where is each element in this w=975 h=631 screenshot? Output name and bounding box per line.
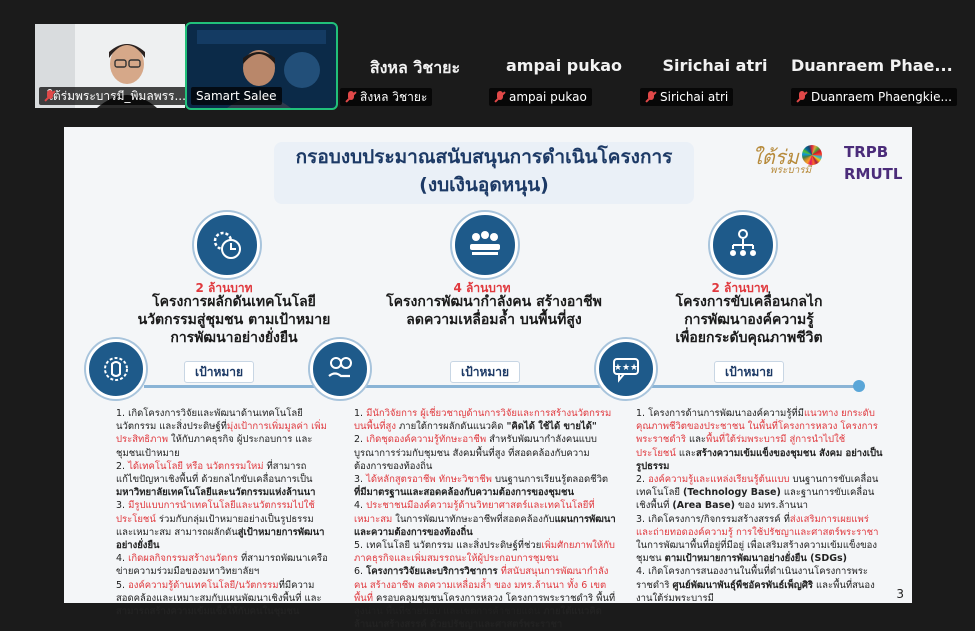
goal-item-text: 2. — [636, 474, 649, 486]
goal-item-text: มีรูปแบบการนำเทคโนโลยีและนวัตกรรมไปใช้ประโยชน์ — [116, 500, 315, 525]
video-tile-self[interactable] — [35, 24, 185, 108]
goal-item-text: องค์ความรู้ด้านเทคโนโลยี/นวัตกรรม — [128, 579, 279, 591]
goal-item-text: 4. — [116, 553, 129, 565]
goal-item-text: ที่มีมาตรฐานและสอดคล้องกับความต้องการของชุมชน — [354, 487, 574, 499]
logo-script: ใต้ร่ม — [752, 145, 799, 169]
goal-item-text: ศูนย์พัฒนาพันธุ์พืชอัครพันธ์เพ็ญศิริ — [672, 579, 813, 591]
participant-name: ampai pukao — [509, 90, 587, 104]
logo-trpb: TRPB — [844, 143, 889, 161]
participant-tile[interactable] — [489, 24, 639, 108]
video-tile-active-speaker[interactable] — [187, 24, 336, 108]
goal-item — [116, 460, 328, 500]
goal-item-text: ส่งเสริมการเผยแพร่และถ่ายทอดองค์ความรู้ การใช้ปรัชญาและศาสตร์พระราชา — [636, 513, 879, 538]
goal-item-text: สร้างความเข้มแข็งของชุมชน สังคม อย่างเป็นรูปธรรม — [636, 447, 883, 472]
project-title: โครงการขับเคลื่อนกลไก การพัฒนาองค์ความรู้ เพื่อยกระดับคุณภาพชีวิต — [675, 294, 823, 346]
goal-item-text: ที่สามารถพัฒนาเครือข่ายความร่วมมือของมหาวิทยาลัยฯ — [116, 553, 328, 578]
participant-display-name: ampai pukao — [505, 56, 623, 75]
goal-item-text: 3. — [354, 474, 367, 486]
mic-muted-icon — [345, 91, 357, 103]
goal-item — [636, 407, 884, 473]
goal-label: เป้าหมาย — [450, 361, 520, 383]
page-number: 3 — [896, 587, 904, 601]
goal-item-text: แนวทาง ยกระดับคุณภาพชีวิตของประชาชน ในพื้นที่โครงการหลวง โครงการพระราชดำริ — [636, 408, 878, 446]
goal-item — [354, 499, 616, 539]
goal-item-text: 4. เกิดโครงการสนองงานในพื้นที่ดำเนินงานโครงการพระราชดำริ — [636, 566, 868, 591]
goal-item-text: ที่สนับสนุนการพัฒนากำลังคน สร้างอาชีพ ลดความเหลื่อมล้ำ ของ มทร.ล้านนา ทั้ง 6 เขตพื้นที่ — [354, 566, 609, 604]
slide-title-line2: (งบเงินอุดหนุน) — [419, 174, 549, 196]
goal-item — [116, 499, 328, 552]
goal-item-text: 2. — [354, 434, 367, 446]
participant-name-bar — [640, 88, 733, 106]
goal-item — [354, 565, 616, 631]
goal-item-text: ที่สามารถแก้ไขปัญหาเชิงพื้นที่ ด้วยกลไกขับเคลื่อนการเป็น — [116, 460, 313, 486]
goal-item-text: ที่มีความสอดคล้องและเหมาะสมกับแผนพัฒนาเชิงพื้นที่ และ — [116, 579, 322, 604]
goal-item-text: เกิดชุดองค์ความรู้ทักษะอาชีพ — [366, 434, 487, 446]
goal-item — [354, 473, 616, 499]
slide-title — [274, 143, 694, 199]
goal-item-text: มหาวิทยาลัยเทคโนโลยีและนวัตกรรมแห่งล้านนา — [116, 487, 316, 499]
goal-item-text: 4. — [354, 500, 367, 512]
mic-muted-icon — [645, 91, 657, 103]
goal-item-text: ได้เทคโนโลยี หรือ นวัตกรรมใหม่ — [128, 460, 264, 472]
goal-item-text: ภายใต้แนวคิด ล้านนาสร้างสรรค์ ด้วยปรัชญาและศาสตร์พระราชา — [354, 606, 602, 631]
goal-item-text: บนฐานการขับเคลื่อนเทคโนโลยี — [636, 474, 879, 499]
goal-label: เป้าหมาย — [714, 361, 784, 383]
logo-rmutl: RMUTL — [844, 165, 903, 183]
participant-display-name: สิงหล วิชายะ — [369, 58, 461, 77]
goal-item-text: ให้กับภาคธุรกิจ ผู้ประกอบการ และชุมชนเป้าหมาย — [116, 434, 313, 459]
goal-item-text: 2. — [116, 460, 129, 472]
goal-item-text: พื้นที่ใต้ร่มพระบารมี สู่การนำไปใช้ประโยชน์ — [636, 434, 846, 459]
mic-muted-icon — [796, 91, 808, 103]
goal-item-text: 5. — [116, 579, 129, 591]
trpb-rmutl-logo — [752, 137, 903, 185]
goal-list — [354, 407, 616, 631]
goal-item-text: 1. โครงการด้านการพัฒนาองค์ความรู้ที่มี — [636, 408, 804, 419]
goal-item-text: ครอบคลุมชุมชนโครงการหลวง โครงการพระราชดำริ พื้นที่สูงน่าน พื้นที่ชายขอบ และเขตการค้าชายแดน — [354, 592, 616, 618]
goal-item-text: 1. เกิดโครงการวิจัยและพัฒนาด้านเทคโนโลยี นวัตกรรม และสิ่งประดิษฐ์ที่ — [116, 408, 303, 433]
goal-item — [636, 565, 884, 605]
participant-name-bar — [791, 88, 957, 106]
goal-item-text: 5. เทคโนโลยี นวัตกรรม และสิ่งประดิษฐ์ที่ช่วย — [354, 540, 542, 552]
brain-icon — [86, 339, 146, 399]
sdg-wheel-icon — [802, 145, 822, 165]
participant-name-bar — [191, 87, 282, 105]
shared-slide — [64, 127, 912, 631]
goal-item — [636, 513, 884, 566]
timeline-line — [144, 385, 856, 388]
goal-item-text: ประชาชนมีองค์ความรู้ด้านวิทยาศาสตร์และเทคโนโลยีที่เหมาะสม — [354, 500, 595, 525]
goal-list — [636, 407, 884, 605]
org-chart-icon — [710, 212, 776, 278]
participant-name: สิงหล วิชายะ — [360, 90, 428, 104]
goal-item-text: แผนการพัฒนาและความต้องการของท้องถิ่น — [354, 513, 616, 538]
gear-clock-icon — [194, 212, 260, 278]
project-title: โครงการผลักดันเทคโนโลยี นวัตกรรมสู่ชุมชน ตามเป้าหมาย การพัฒนาอย่างยั่งยืน — [137, 294, 331, 346]
goal-item — [354, 539, 616, 565]
participant-name-bar — [39, 87, 189, 105]
slide-title-line1: กรอบงบประมาณสนับสนุนการดำเนินโครงการ — [295, 146, 673, 168]
participant-name-bar — [340, 88, 432, 106]
goal-item-text: ของ มทร.ล้านนา — [735, 500, 809, 512]
goal-item-text: "คิดได้ ใช้ได้ ขายได้" — [506, 421, 597, 433]
goal-item-text: ภายใต้การผลักดันแนวคิด — [395, 421, 507, 433]
svg-text:★★★: ★★★ — [613, 363, 639, 373]
goal-item — [354, 433, 616, 473]
goal-item-text: และ — [675, 447, 696, 459]
goal-item — [116, 407, 328, 460]
mic-muted-icon — [494, 91, 506, 103]
goal-item-text: สู่เป้าหมายการพัฒนาอย่างยั่งยืน — [116, 526, 325, 552]
project-title: โครงการพัฒนากำลังคน สร้างอาชีพ ลดความเหลื่อมล้ำ บนพื้นที่สูง — [386, 294, 602, 328]
participant-name: Samart Salee — [196, 89, 277, 103]
project-budget: 2 ล้านบาท — [195, 281, 253, 295]
goal-item-text: และฐานการขับเคลื่อนเชิงพื้นที่ — [636, 487, 875, 512]
goal-item-text: 3. — [116, 500, 129, 512]
meeting-table-icon — [452, 212, 518, 278]
timeline-end-dot — [853, 380, 865, 392]
goal-item-text: เกิดผลกิจกรรมสร้างนวัตกร — [128, 553, 238, 565]
project-budget: 2 ล้านบาท — [711, 281, 769, 295]
participant-tile[interactable] — [791, 24, 953, 108]
goal-item — [636, 473, 884, 513]
goal-item-text: และพื้นที่สนองงานใต้ร่มพระบารมี — [636, 579, 875, 604]
goal-item-text: ในการพัฒนาทักษะอาชีพที่สอดคล้องกับ — [392, 513, 555, 525]
participant-name: Duanraem Phaengkie... — [811, 90, 952, 104]
goal-item-text: บนฐานการเรียนรู้ตลอดชีวิต — [491, 474, 609, 486]
hand-coin-icon — [310, 339, 370, 399]
goal-item-text: โครงการวิจัยและบริการวิชาการ — [366, 566, 498, 578]
participant-name-bar — [489, 88, 592, 106]
participant-name: Sirichai atri — [660, 90, 729, 104]
goal-item — [354, 407, 616, 433]
goal-item-text: (Technology Base) — [682, 487, 781, 499]
goal-item-text: ในการพัฒนาพื้นที่อยู่ที่มีอยู่ เพื่อเสริมสร้างความเข้มแข็งของชุมชน — [636, 540, 877, 565]
goal-item-text: ร่วมกับกลุ่มเป้าหมายอย่างเป็นรูปธรรมและเหมาะสม สามารถผลักดัน — [116, 513, 314, 538]
goal-item-text: มุ่งเป้าการเพิ่มมูลค่า เพิ่มประสิทธิภาพ — [116, 421, 327, 446]
goal-label: เป้าหมาย — [184, 361, 254, 383]
goal-item-text: (Area Base) — [672, 500, 736, 512]
participant-name: ใต้ร่มพระบารมี_พิมลพรร... — [47, 89, 186, 103]
goal-item-text: 6. — [354, 566, 367, 578]
goal-item-text: 3. เกิดโครงการ/กิจกรรมสร้างสรรค์ ที่ — [636, 513, 790, 525]
participant-display-name: Sirichai atri — [662, 56, 768, 75]
project-budget: 4 ล้านบาท — [453, 281, 511, 295]
goal-item-text: 1. — [354, 408, 367, 419]
participant-display-name: Duanraem Phae... — [791, 56, 953, 75]
goal-item-text: สำหรับพัฒนากำลังคนแบบบูรณาการร่วมกับชุมชน สังคมพื้นที่สูง ที่สอดคล้องกับความต้องการของท้องถิ่น — [354, 434, 597, 472]
goal-item-text: ตามเป้าหมายการพัฒนาอย่างยั่งยืน (SDGs) — [664, 553, 848, 565]
goal-item — [116, 579, 328, 619]
goal-item-text: สามารถสร้างความเข้มแข็งให้กับคนในชุมชน — [116, 606, 300, 618]
goal-item — [116, 552, 328, 578]
goal-list — [116, 407, 328, 618]
goal-item-text: ได้หลักสูตรอาชีพ ทักษะวิชาชีพ — [366, 474, 492, 486]
goal-item-text: มีนักวิจัยการ ผู้เชี่ยวชาญด้านการวิจัยและการสร้างนวัตกรรมบนพื้นที่สูง — [354, 408, 612, 433]
participant-tile[interactable] — [640, 24, 790, 108]
rating-chat-icon — [596, 339, 656, 399]
goal-item-text: เพิ่มศักยภาพให้กับภาคธุรกิจและเพิ่มสมรรถนะให้ผู้ประกอบการชุมชน — [354, 540, 615, 565]
participant-tile[interactable] — [340, 24, 490, 108]
logo-script-sub: พระบารมี — [770, 165, 812, 176]
goal-item-text: และ — [685, 434, 707, 446]
goal-item-text: องค์ความรู้และแหล่งเรียนรู้ต้นแบบ — [648, 474, 790, 486]
